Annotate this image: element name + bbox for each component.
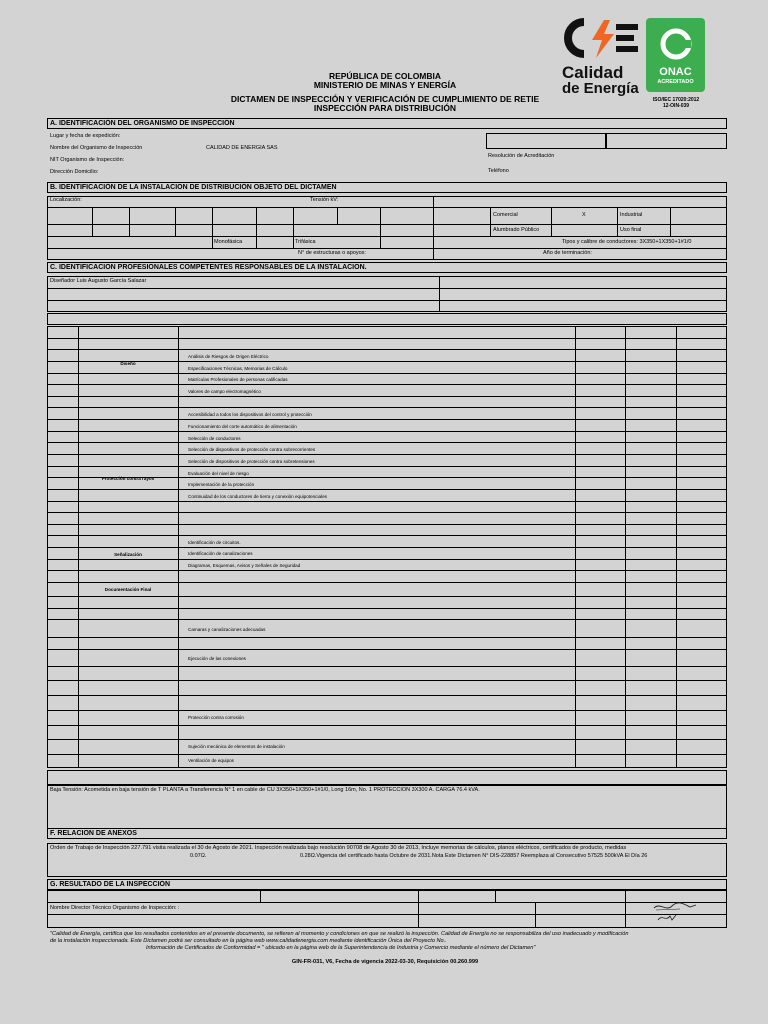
item-label: Evaluación del nivel de riesgo [188,471,249,476]
group-documentacion: Documentación Final [104,587,152,592]
group-diseno: Diseño [120,361,136,366]
item-label: Ventilación de equipos [188,758,234,763]
header-line4: INSPECCIÓN PARA DISTRIBUCIÓN [313,103,457,113]
item-label: Identificación de canalizaciones [188,551,253,556]
tipos-label: Tipos y calibre de conductores: 3X350+1X350+1#1/0 [562,239,692,245]
item-label: Implementación de la protección [188,482,255,487]
baja-tension-text: Baja Tensión: Acometida en baja tensión de T PLANTA a Transferencia N° 1 en cable de CU 3X350+1X350+1#1/0, Long 16m, No. 1 PROTECCION 3X300 A. CARGA 76.4 kVA. [50,787,480,793]
tension-label: Tensión kV: [310,197,339,203]
anexos-line2b: 0.28Ω.Vigencia del certificado hasta Octubre de 2031.Nota Este Dictamen N° DIS-228857 Reemplaza al Consecutivo 57525 500kVA El Día 26 [300,853,648,859]
item-label: Matrículas Profesionales de personas calificadas [188,377,288,382]
industrial-label: Industrial [620,212,643,218]
section-c-title: C. IDENTIFICACION PROFESIONALES COMPETENTES RESPONSABLES DE LA INSTALACION. [47,262,727,273]
group-proteccion: Protección contra rayos [101,476,155,481]
onac-text: ONAC [659,66,692,78]
header-line3: DICTAMEN DE INSPECCIÓN Y VERIFICACIÓN DE CUMPLIMIENTO DE RETIE [230,94,540,104]
logo-text-calidad: Calidad [562,63,624,82]
ce-logo-icon [562,16,642,60]
grid-col-line [178,326,179,768]
monofasica-label: Monofásica [214,239,243,245]
resolucion-label: Resolución de Acreditación [488,153,555,159]
item-label: Especificaciones Técnicas, Memorias de Cálculo [188,366,288,371]
item-label: Selección de dispositivos de protección contra sobretensiones [188,459,315,464]
resolucion-box-2 [606,133,727,149]
header-line2: MINISTERIO DE MINAS Y ENERGÍA [313,80,457,90]
item-label: Selección de conductores [188,436,241,441]
item-label: Valores de campo electromagnético [188,389,261,394]
section-a-title: A. IDENTIFICACIÓN DEL ORGANISMO DE INSPECCIÓN [47,118,727,129]
item-label: Identificación de circuitos. [188,540,241,545]
iso-label: ISO/IEC 17020:2012 [652,97,700,103]
item-label: Funcionamiento del corte automático de alimentación [188,424,297,429]
direccion-label: Dirección Domicilio: [50,169,99,175]
item-label: Camaras y canalizaciones adecuadas [188,627,266,632]
grid-col-line [625,326,626,768]
item-label: Diagramas, Esquemas, Avisos y Señales de Seguridad [188,563,301,568]
item-label: Accesibilidad a todos los dispositivos del control y protección [188,412,312,417]
item-label: Selección de dispositivos de protección contra sobrecorrientes [188,447,316,452]
director-label: Nombre Director Técnico Organismo de Inspección: : [50,905,180,911]
item-label: Continuidad de los conductores de tierra y conexión equipotenciales [188,494,327,499]
logo-text-energia: de Energía [562,80,639,97]
nombre-value: CALIDAD DE ENERGIA SAS [206,145,278,151]
uso-final-label: Uso final [620,227,642,233]
alumbrado-label: Alumbrado Público [493,227,540,233]
comercial-mark: X [582,212,586,218]
nit-label: NIT Organismo de Inspección: [50,157,125,163]
comercial-label: Comercial [493,212,518,218]
onac-ring-icon [658,26,694,62]
calidad-energia-logo [562,16,642,96]
disenador-value: Diseñador Luis Augusto García Salazar [50,278,147,284]
footer-line2: de la instalación inspeccionada. Este Dictamen podrá ser consultado en la página web www.calidadenergia.com mediante identificación Única del Proyecto No.. [50,938,447,944]
section-c-grid [47,276,727,312]
section-c-spacer [47,313,727,325]
anexos-line1: Orden de Trabajo de Inspección 227.791 visita realizada el 30 de Agosto de 2021. Inspección realizada bajo resolución 90708 de Agosto 30 de 2013, Incluye memorias de cálculos, planos eléctricos, certificados de producto, medidas [50,845,627,851]
trifasica-label: Trifásica [295,239,316,245]
telefono-label: Teléfono [488,168,509,174]
group-senalizacion: Señalización [114,552,142,557]
nombre-label: Nombre del Organismo de Inspección [50,145,143,151]
resolucion-box-1 [486,133,606,149]
bt-spacer [47,770,727,785]
anexos-line2a: 0.07Ω. [190,853,207,859]
section-f-title: F. RELACION DE ANEXOS [47,828,727,839]
lugar-label: Lugar y fecha de expedición: [50,133,121,139]
item-label: Ejecución de las conexiones [188,656,246,661]
section-b-title: B. IDENTIFICACIÓN DE LA INSTALACION DE DISTRIBUCIÓN OBJETO DEL DICTAMEN [47,182,727,193]
grid-col-line [676,326,677,768]
footer-line3: Información de Certificados de Conformidad = " ubicado en la página web de la Superintendencia de Industria y Comercio mediante el número del Dictamen" [146,945,536,951]
onac-logo [646,18,705,92]
onac-sub: ACREDITADO [657,79,694,85]
footer-line1: "Calidad de Energía, certifica que los resultados contenidos en el presente documento, se refieren al momento y condiciones en que se realizó la inspección. Calidad de Energía no se responsabiliza del uso inadecuado y modificación [50,931,629,937]
footer-code: GIN-FR-031, V6, Fecha de vigencia 2022-03-30, Requisición 00.260.999 [291,959,479,965]
signature-image [650,898,700,926]
section-g-title: G. RESULTADO DE LA INSPECCIÓN [47,879,727,890]
onac-code: 12-OIN-039 [662,103,690,109]
terminacion-label: Año de terminación: [543,250,592,256]
grid-col-line [575,326,576,768]
item-label: Sujeción mecánica de elementos de instalación [188,744,285,749]
estructuras-label: N° de estructuras o apoyos: [298,250,366,256]
grid-col-line [78,326,79,768]
localizacion-label: Localización: [50,197,82,203]
item-label: Protección contra corrosión [188,715,244,720]
header-line1: REPÚBLICA DE COLOMBIA [328,71,442,81]
item-label: Análisis de Riesgos de Origen Eléctrico [188,354,269,359]
